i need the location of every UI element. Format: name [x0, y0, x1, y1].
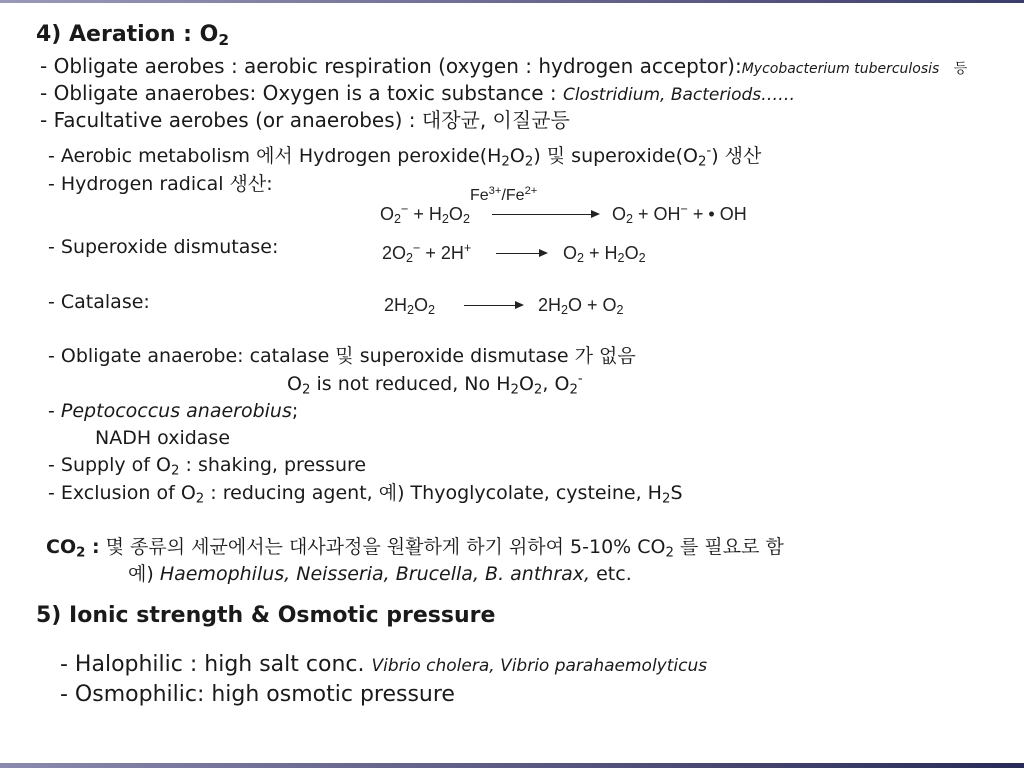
- eq1-arrow: [492, 214, 598, 215]
- eq3-products: $2H_2O + O_2$: [538, 295, 624, 318]
- co2-line: $CO_2$ : 몇 종류의 세균에서는 대사과정을 원활하게 하기 위하여 5-10% $CO_2$ 를 필요로 함: [46, 536, 784, 561]
- catalase-line: - Catalase:: [48, 291, 150, 313]
- hydrogen-radical-line: - Hydrogen radical 생산:: [48, 173, 273, 195]
- top-border: [0, 0, 1024, 3]
- aerobic-metabolism-line: - Aerobic metabolism 에서 Hydrogen $peroxide(H_2O_2)$ 및 $superoxide(O_2^-)$ 생산: [48, 143, 762, 170]
- eq3-arrow: [464, 305, 522, 306]
- eq2-reactants: $2O_2^- + 2H^+$: [382, 241, 472, 266]
- osmophilic-line: - Osmophilic: high osmotic pressure: [60, 682, 455, 707]
- bottom-border: [0, 763, 1024, 768]
- obligate-aerobes-line: - Obligate aerobes : aerobic respiration (oxygen : hydrogen acceptor):Mycobacterium tuberculosis 등: [40, 54, 968, 78]
- peptococcus-line: - Peptococcus anaerobius;: [48, 400, 299, 422]
- eq1-catalyst: $Fe^{3+}/Fe^{2+}$: [470, 184, 538, 204]
- eq1-products: $O_2 + OH^-$ + • OH: [612, 202, 747, 227]
- obligate-anaerobe-line: - Obligate anaerobe: catalase 및 superoxide dismutase 가 없음: [48, 345, 636, 367]
- eq3-reactants: $2H_2O_2$: [384, 295, 436, 318]
- section5-title: 5) Ionic strength & Osmotic pressure: [36, 603, 496, 628]
- not-reduced-line: $O_2$ is not reduced, No $H_2O_2$, $O_2^-$: [287, 371, 583, 398]
- eq1-reactants: $O_2^- + H_2O_2$: [380, 202, 470, 227]
- nadh-line: NADH oxidase: [95, 427, 231, 449]
- exclusion-line: - Exclusion of $O_2$ : reducing agent, 예) Thyoglycolate, cysteine, $H_2S$: [48, 482, 683, 507]
- eq2-arrow: [496, 253, 546, 254]
- halophilic-line: - Halophilic : high salt conc. Vibrio cholera, Vibrio parahaemolyticus: [60, 652, 708, 677]
- eq2-products: $O_2 + H_2O_2$: [563, 243, 646, 266]
- superoxide-dismutase-line: - Superoxide dismutase:: [48, 236, 279, 258]
- section4-title: 4) Aeration : $O_2$: [36, 22, 230, 49]
- supply-line: - Supply of $O_2$ : shaking, pressure: [48, 454, 367, 479]
- co2-example-line: 예) Haemophilus, Neisseria, Brucella, B. anthrax, etc.: [128, 563, 632, 585]
- obligate-anaerobes-line: - Obligate anaerobes: Oxygen is a toxic substance : Clostridium, Bacteriods……: [40, 81, 796, 105]
- facultative-line: - Facultative aerobes (or anaerobes) : 대장균, 이질균등: [40, 108, 570, 132]
